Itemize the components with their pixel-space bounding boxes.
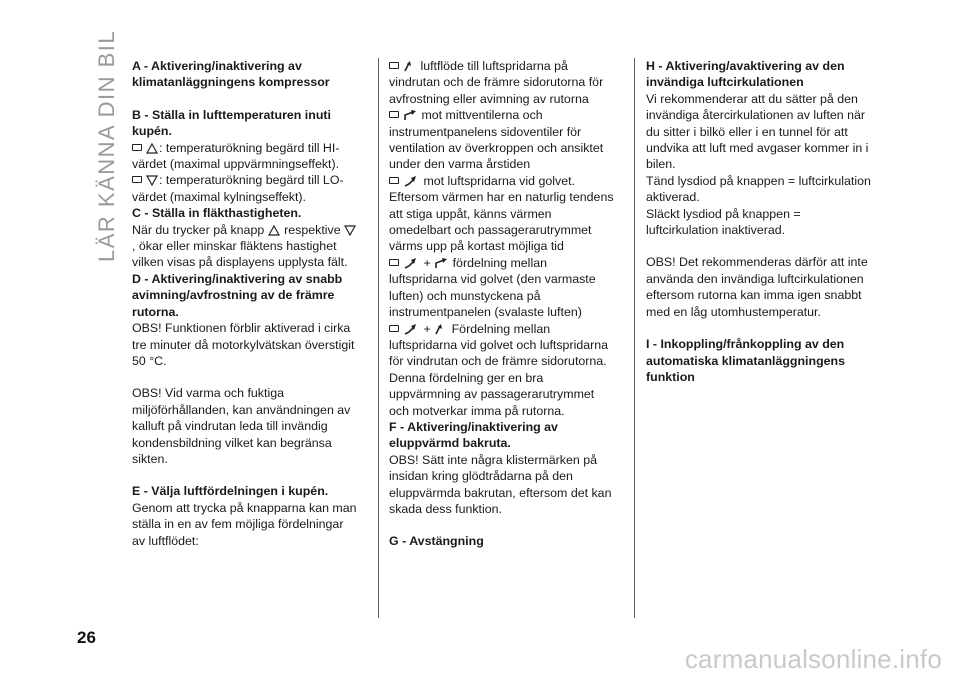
column-2 xyxy=(389,58,615,550)
heading-g: G - Avstängning xyxy=(389,534,484,549)
paragraph: Släckt lysdiod på knappen = luftcirkulation inaktiverad. xyxy=(646,206,801,238)
page-number: 26 xyxy=(77,628,96,647)
windshield-airflow-icon xyxy=(434,323,447,335)
paragraph: Tänd lysdiod på knappen = luftcirkulation aktiverad. xyxy=(646,173,871,205)
heading-d: D - Aktivering/inaktivering av snabb avimning/avfrostning av de främre rutorna. xyxy=(132,271,343,319)
triangle-up-icon xyxy=(146,143,158,154)
column-divider xyxy=(378,58,379,618)
heading-h: H - Aktivering/avaktivering av den invändiga luftcirkulationen xyxy=(646,59,845,90)
list-item: mot luftspridarna vid golvet. xyxy=(389,173,615,189)
column-1 xyxy=(132,58,358,549)
paragraph: Eftersom värmen har en naturlig tendens att stiga uppåt, känns värmen omedelbart och passagerarutrymmet värms upp på kortast möjliga tid xyxy=(389,190,614,254)
bullet-icon xyxy=(389,62,399,69)
triangle-down-icon xyxy=(146,175,158,186)
paragraph: OBS! Funktionen förblir aktiverad i cirka tre minuter då motorkylvätskan överstigit 50 °C. xyxy=(132,321,355,368)
list-item: luftflöde till luftspridarna på vindrutan och de främre sidorutorna för avfrostning eller avimning av rutorna xyxy=(389,59,604,106)
bullet-icon xyxy=(389,177,399,184)
paragraph: OBS! Sätt inte några klistermärken på insidan kring glödtrådarna på den eluppvärmda bakrutan, eftersom det kan skada dess funktion. xyxy=(389,452,612,516)
paragraph: Genom att trycka på knapparna kan man ställa in en av fem möjliga fördelningar av luftflödet: xyxy=(132,500,357,548)
paragraph: OBS! Det rekommenderas därför att inte använda den invändiga luftcirkulationen eftersom rutorna kan imma igen snabbt med en låg utomhustemperatur. xyxy=(646,255,868,319)
face-vent-icon xyxy=(403,109,417,121)
sidebar-section-title: LÄR KÄNNA DIN BIL xyxy=(94,29,119,262)
windshield-airflow-icon xyxy=(403,60,416,72)
floor-vent-icon xyxy=(403,323,419,335)
paragraph: Vi rekommenderar att du sätter på den invändiga återcirkulationen av luften när du sitter i bilkö eller i en tunnel för att undvika att luft med avgaser kommer in i bilen. xyxy=(646,91,869,172)
bullet-icon xyxy=(389,259,399,266)
heading-f: F - Aktivering/inaktivering av eluppvärmd bakruta. xyxy=(389,419,558,451)
column-divider xyxy=(634,58,635,618)
bullet-icon xyxy=(132,176,142,183)
list-item: : temperaturökning begärd till HI-värdet (maximal uppvärmningseffekt). xyxy=(132,140,340,172)
bullet-icon xyxy=(132,144,142,151)
heading-b: B - Ställa in lufttemperaturen inuti kupén. xyxy=(132,107,331,139)
heading-a: A - Aktivering/inaktivering av klimatanläggningens kompressor xyxy=(132,59,330,90)
column-3 xyxy=(646,58,872,385)
heading-c: C - Ställa in fläkthastigheten. xyxy=(132,206,302,221)
paragraph: När du trycker på knapp respektive , ökar eller minskar fläktens hastighet vilken visas på displayens upplysta fält. xyxy=(132,222,358,271)
floor-vent-icon xyxy=(403,175,419,187)
list-item: : temperaturökning begärd till LO-värdet (maximal kylningseffekt). xyxy=(132,173,344,204)
floor-vent-icon xyxy=(403,257,419,269)
triangle-up-icon xyxy=(268,225,280,236)
watermark: carmanualsonline.info xyxy=(684,644,942,674)
list-item: + fördelning mellan luftspridarna vid golvet (den varmaste luften) och munstyckena på instrumentpanelen (svalaste luften) xyxy=(389,255,596,320)
list-item: mot mittventilerna och instrumentpanelens sidoventiler för ventilation av överkroppen och ansiktet under den varma årstiden xyxy=(389,108,604,172)
heading-i: I - Inkoppling/frånkoppling av den automatiska klimatanläggningens funktion xyxy=(646,337,845,384)
list-item: + Fördelning mellan luftspridarna vid golvet och luftspridarna för vindrutan och de främre sidorutorna. Denna fördelning ger en bra uppvärmning av passagerarutrymmet och motverkar imma på rutorna. xyxy=(389,321,609,418)
face-vent-icon xyxy=(434,257,448,269)
heading-e: E - Välja luftfördelningen i kupén. xyxy=(132,484,329,499)
triangle-down-icon xyxy=(344,225,356,236)
bullet-icon xyxy=(389,111,399,118)
paragraph: OBS! Vid varma och fuktiga miljöförhållanden, kan användningen av kalluft på vindrutan leda till invändig kondensbildning vilket kan begränsa sikten. xyxy=(132,386,351,466)
bullet-icon xyxy=(389,325,399,332)
